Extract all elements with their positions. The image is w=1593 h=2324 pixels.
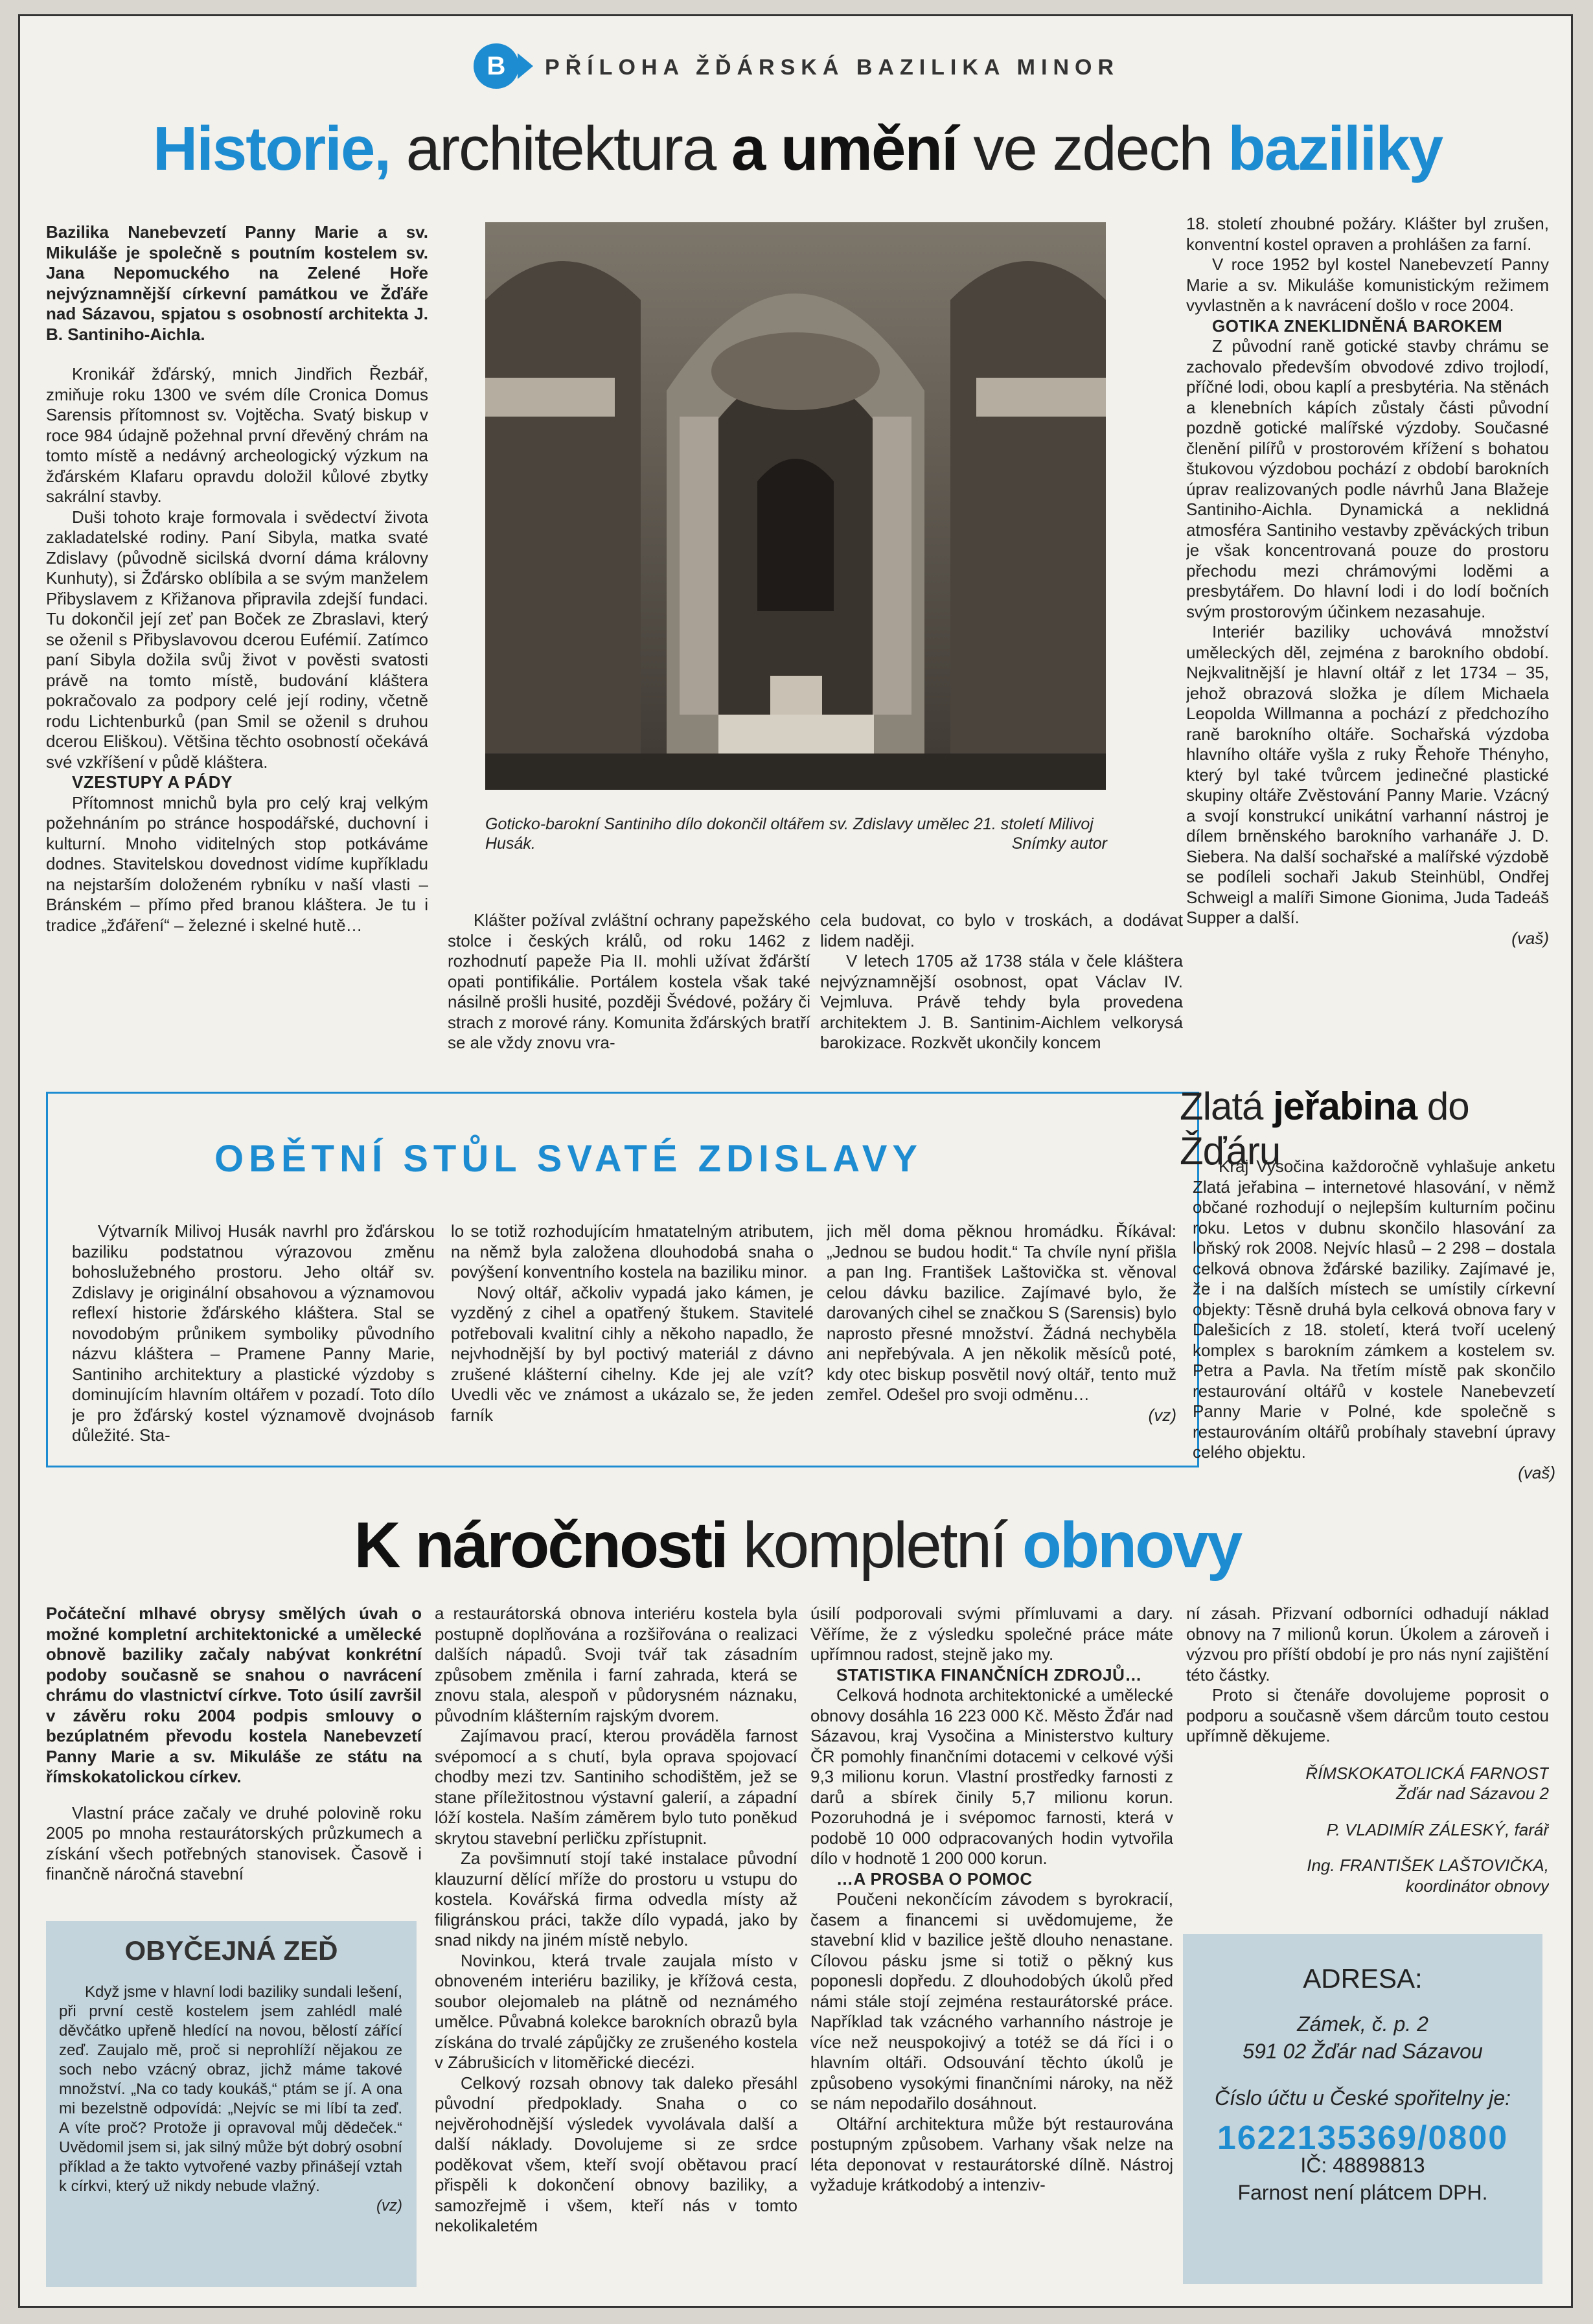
address-line: 591 02 Žďár nad Sázavou: [1243, 2040, 1483, 2063]
paragraph: V roce 1952 byl kostel Nanebevzetí Panny Marie a sv. Mikuláše komunistickým režimem vyvlastněn a k navrácení došlo v roce 2004.: [1186, 255, 1549, 315]
supplement-badge: B: [474, 43, 519, 89]
author-sign: (vaš): [1511, 928, 1549, 948]
article1-column-2: [448, 910, 810, 1079]
paragraph: Přítomnost mnichů byla pro celý kraj velkým požehnáním po stránce hospodářské, duchovní i kulturní. Mnoho viditelných stop potkáváme dodnes. Stavitelskou dovednost vidíme kupříkladu na nejstarším doloženém rybníku v naší vlasti – Bránském – přímo před branou kláštera. Je tu i tradice „žďáření“ – železné i skelné hutě…: [46, 792, 428, 935]
paragraph: Celkový rozsah obnovy tak daleko přesáhl původní předpoklady. Snaha o co nejvěrohodnější výsledek vyvolávala další a další náklady. Dovolujeme si ze srdce poděkovat všem, kteří svojí obětavou prací přispěli k dokončení obnovy baziliky, a samozřejmě i všem, kteří nás v tomto nekolikaletém: [435, 2073, 797, 2235]
address-box: [1183, 1934, 1542, 2284]
paragraph: Nový oltář, ačkoliv vypadá jako kámen, je vyzděný z cihel a opatřený štukem. Stavitelé potřebovali kvalitní cihly a někoho napadlo, že nejvhodnější by byl poctivý materiál z dávno zrušené klášterní cihelny. Kde jej ale vzít? Uvedli věc ve známost a ukázalo se, že jeden farník: [451, 1282, 814, 1425]
paragraph: 18. století zhoubné požáry. Klášter byl zrušen, konventní kostel opraven a prohlášen za farní.: [1186, 214, 1549, 254]
paragraph: Kronikář žďárský, mnich Jindřich Řezbář, zmiňuje roku 1300 ve svém díle Cronica Domus Sarensis přítomnost sv. Vojtěcha. Svatý biskup v roce 984 údajně požehnal první dřevěný chrám na tomto místě a nedávný archeologický výzkum na žďárském Klafaru opravdu doložil kůlové zbytky sakrální stavby.: [46, 364, 428, 506]
box-title: OBYČEJNÁ ZEĎ: [124, 1935, 338, 1966]
paragraph: Celková hodnota architektonické a umělecké obnovy dosáhla 16 223 000 Kč. Město Žďár nad Sázavou, kraj Vysočina a Ministerstvo kultury ČR pomohly finančními dotacemi v celkové výši 9,3 milionu korun. Vlastní prostředky farnosti z darů a sbírek činily 5,7 milionu korun. Pozoruhodná je i svépomoc farnosti, která v podobě 10 000 odpracovaných hodin vytvořila dílo v hodnotě 1 200 000 korun.: [810, 1685, 1173, 1868]
headline-word: obnovy: [1022, 1509, 1241, 1582]
box-column-1: [72, 1221, 435, 1455]
paragraph: lo se totiž rozhodujícím hmatatelným atributem, na němž byla založena dlouhodobá snaha o povýšení konventního kostela na baziliku minor.: [451, 1221, 814, 1282]
headline-word: Historie,: [152, 114, 390, 183]
address-line: Zámek, č. p. 2: [1297, 2012, 1428, 2036]
article1-column-1: [46, 222, 428, 1064]
photo-caption: [485, 814, 1107, 853]
title-part: jeřabina: [1273, 1085, 1417, 1128]
zlata-jerabina-text: [1193, 1156, 1555, 1493]
box-title: OBĚTNÍ STŮL SVATÉ ZDISLAVY: [214, 1138, 923, 1180]
address-title: ADRESA:: [1303, 1963, 1423, 1994]
paragraph: V letech 1705 až 1738 stála v čele kláštera nejvýznamnější osobnost, opat Václav IV. Vejmluva. Právě tehdy byla provedena architektem J. B. Santinim-Aichlem velkorysá barokizace. Rozkvět ukončily koncem: [820, 951, 1183, 1052]
paragraph: Z původní raně gotické stavby chrámu se zachovalo především obvodové zdivo trojlodí, příčné lodi, obou kaplí a presbytéria. Na stěnách a klenebních kápích zůstaly části původní pozdně gotické malířské výzdoby. Současné členění pilířů v prostorovém křížení s bohatou štukovou výzdobou pochází z období barokních úprav realizovaných podle návrhů Jana Blažeje Santiniho-Aichla. Dynamická a neklidná atmosféra Santiniho vestavby zpěváckých tribun je však koncentrovaná pouze do prostoru přechodu mezi chrámovými loděmi a presbytářem. Do hlavní lodi i do lodí bočních svým prostorovým účinkem nezasahuje.: [1186, 336, 1549, 621]
paragraph: Novinkou, která trvale zaujala místo v obnoveném interiéru baziliky, je křížová cesta, soubor olejomaleb na plátně od neznámého umělce. Půvabná kolekce barokních obrazů byla získána do trvalé zápůjčky ze zrušeného kostela v Zábrušicích v litoměřické diecézi.: [435, 1950, 797, 2072]
subheading: VZESTUPY A PÁDY: [72, 772, 233, 792]
paragraph: Klášter požíval zvláštní ochrany papežského stolce i českých králů, od roku 1462 z rozhodnutí papeže Pia II. mohli užívat žďárští opati pontifikálie. Portálem kostela však také násilně prošli husité, později Švédové, požáry či strach z morové rány. Komunita žďárských bratří se ale vždy znovu vra-: [448, 910, 810, 1052]
church-interior-photo: [485, 222, 1106, 790]
signature-parish: ŘÍMSKOKATOLICKÁ FARNOST: [1305, 1763, 1549, 1783]
newspaper-page: [18, 14, 1573, 2308]
supplement-title: PŘÍLOHA ŽĎÁRSKÁ BAZILIKA MINOR: [545, 55, 1119, 80]
caption-text: Goticko-barokní Santiniho dílo dokončil oltářem sv. Zdislavy umělec 21. století Milivoj Husák.: [485, 815, 1094, 853]
article-headline-restoration: [20, 1506, 1573, 1584]
company-id: IČ: 48898813: [1300, 2154, 1425, 2177]
paragraph: Vlastní práce začaly ve druhé polovině roku 2005 po mnoha restaurátorských průzkumech a získání všech potřebných stanovisek. Časově i finančně náročná stavební: [46, 1802, 422, 1883]
wall-story-text: [59, 1983, 402, 2281]
signature-coordinator: Ing. FRANTIŠEK LAŠTOVIČKA,: [1307, 1856, 1549, 1875]
article-headline-history: [20, 113, 1573, 185]
article1-column-3: [820, 910, 1183, 1079]
article1-column-4: [1186, 214, 1549, 1076]
title-part: do Žďáru: [1180, 1085, 1469, 1173]
paragraph: Zajímavou prací, kterou prováděla farnost svépomocí a s chutí, byla oprava spojovací chodby mezi tzv. Santiniho schodištěm, jež se stane příležitostnou výstavní galerií, a západní lóží kostela. Naším záměrem bylo tuto poněkud skrytou stavební perličku zpřístupnit.: [435, 1726, 797, 1848]
signature-coordinator-role: koordinátor obnovy: [1405, 1876, 1549, 1896]
signature-parish-place: Žďár nad Sázavou 2: [1396, 1784, 1549, 1803]
headline-word: ve zdech: [957, 114, 1228, 183]
paragraph: cela budovat, co bylo v troskách, a dodávat lidem naději.: [820, 910, 1183, 950]
box-column-2: [451, 1221, 814, 1455]
paragraph: Výtvarník Milivoj Husák navrhl pro žďárskou baziliku podstatnou výrazovou změnu bohoslužebného prostoru. Jeho oltář sv. Zdislavy je originální obsahovou a významovou reflexí historie žďárského kláštera. Stal se novodobým průnikem symboliky původního názvu kláštera – Pramene Panny Marie, Santiniho architektury a plastické výzdoby s dominujícím hlavním oltářem v pozadí. Toto dílo je pro žďárský kostel významově dvojnásob důležité. Sta-: [72, 1221, 435, 1445]
headline-word: K náročnosti: [354, 1509, 727, 1582]
bank-label: Číslo účtu u České spořitelny je:: [1214, 2086, 1511, 2110]
paragraph: Oltářní architektura může být restaurována postupným způsobem. Varhany však nelze na léta deponovat v restaurátorské dílně. Nástroj vyžaduje krátkodobý a intenziv-: [810, 2113, 1173, 2194]
paragraph: a restaurátorská obnova interiéru kostela byla postupně doplňována a rozšiřována o realizaci dalších nápadů. Svoji tvář tak zásadním způsobem změnila i farní zahrada, která se znovu stala, alespoň v půdorysném náznaku, původním klášterním rajským dvorem.: [435, 1604, 797, 1725]
article2-column-4: [1186, 1604, 1549, 1921]
author-sign: (vz): [376, 2197, 402, 2215]
article2-column-3: [810, 1604, 1173, 2290]
altar-photo-illustration: [485, 222, 1106, 790]
vat-note: Farnost není plátcem DPH.: [1237, 2181, 1488, 2204]
article2-column-2: [435, 1604, 797, 2290]
bank-account-number: 1622135369/0800: [1217, 2119, 1509, 2157]
headline-word: a umění: [731, 114, 957, 183]
author-sign: (vz): [1148, 1405, 1176, 1425]
photo-credit: Snímky autor: [1011, 834, 1107, 853]
subheading: …A PROSBA O POMOC: [836, 1869, 1033, 1889]
paragraph: Proto si čtenáře dovolujeme poprosit o podporu a současně všem dárcům touto cestou upřímně děkujeme.: [1186, 1685, 1549, 1745]
headline-word: architektura: [390, 114, 731, 183]
paragraph: jich měl doma pěknou hromádku. Říkával: „Jednou se budou hodit.“ Ta chvíle nyní přišla a pan Ing. František Laštovička st. věnoval celou dávku bazilice. Zajímavé bylo, že darovaných cihel se značkou S (Sarensis) bylo naprosto přesné množství. Žádná nechyběla ani nepřebývala. A jen několik měsíců poté, kdy otec biskup posvětil nový oltář, tento muž zemřel. Odešel pro svoji odměnu…: [827, 1221, 1176, 1404]
article-lead: Počáteční mlhavé obrysy smělých úvah o možné kompletní architektonické a umělecké obnově baziliky začaly nabývat konkrétní podoby současně se snahou o navrácení chrámu do vlastnictví církve. Toto úsilí završil v závěru roku 2004 podpis smlouvy o bezúplatném převodu kostela Nanebevzetí Panny Marie a sv. Mikuláše ze státu na římskokatolickou církev.: [46, 1604, 422, 1786]
subheading: STATISTIKA FINANČNÍCH ZDROJŮ…: [836, 1664, 1142, 1685]
headline-word: baziliky: [1228, 114, 1443, 183]
article-lead: Bazilika Nanebevzetí Panny Marie a sv. Mikuláše je společně s poutním kostelem sv. Jana Nepomuckého na Zelené Hoře nejvýznamnější církevní památkou ve Žďáře nad Sázavou, spjatou s osobností architekta J. B. Santiniho-Aichla.: [46, 222, 428, 344]
headline-word: kompletní: [726, 1509, 1022, 1582]
paragraph: Když jsme v hlavní lodi baziliky sundali lešení, při první cestě kostelem jsem zahlédl malé děvčátko upřeně hledící na novou, bělostí zářící zeď. Zaujalo mě, proč si neprohlíží nějakou ze soch nebo vzácný obraz, jichž máme takové množství. „Na co tady koukáš,“ ptám se jí. A ona mi bezelstně odpovídá: „Nejvíc se mi líbí ta zeď. A víte proč? Protože ji opravoval můj dědeček.“ Uvědomil jsem si, jak silný může být dobrý osobní příklad a že takto vytvořené vazby přinášejí vztah k církvi, který už nikdy nebude vlažný.: [59, 1983, 402, 2195]
signature-priest: P. VLADIMÍR ZÁLESKÝ, farář: [1326, 1819, 1549, 1839]
subheading: GOTIKA ZNEKLIDNĚNÁ BAROKEM: [1212, 316, 1503, 336]
author-sign: (vaš): [1518, 1462, 1555, 1482]
paragraph: Kraj Vysočina každoročně vyhlašuje anketu Zlatá jeřabina – internetové hlasování, v němž občané rozhodují o nejlepším kulturním počinu roku. Letos v dubnu skončilo hlasování za loňský rok 2008. Nejvíc hlasů – 2 298 – dostala celková obnova žďárské baziliky. Zajímavé je, že i na dalších místech se umístily církevní objekty: Těsně druhá byla celková obnova fary v Dalešicích z 18. století, která tvoří ucelený komplex s barokním zámkem a kostelem sv. Petra a Pavla. Na třetím místě pak skončilo restaurování oltářů v kostele Nanebevzetí Panny Marie v Polné, kde společně s restaurováním oltářů probíhaly stavební úpravy celého objektu.: [1193, 1156, 1555, 1462]
paragraph: úsilí podporovali svými přímluvami a dary. Věříme, že z výsledku společné práce máte upřímnou radost, stejně jako my.: [810, 1604, 1173, 1664]
paragraph: Poučeni nekončícím závodem s byrokracií, časem a financemi si uvědomujeme, že stavební klid v bazilice ještě dlouho nenastane. Cílovou pásku jsme si totiž o pěkný kus poponesli dopředu. Z dlouhodobých úkolů před námi stále stojí zejména restaurátorské práce. Například tak vzácného varhanního nástroje je více než neuspokojivý a totéž se dá říci i o hlavním oltáři. Odsouvání těchto úkolů je způsobeno vysokými finančními nároky, na něž se nám nepodařilo dosáhnout.: [810, 1889, 1173, 2113]
title-part: Zlatá: [1180, 1085, 1274, 1128]
article2-column-1: [46, 1604, 422, 1908]
paragraph: Za povšimnutí stojí také instalace původní klauzurní dělící mříže do prostoru u vstupu do kostela. Kovářská firma odvedla místy až filigránskou práci, takže dílo vypadá, jako by snad nikdy na jiném místě nebylo.: [435, 1848, 797, 1950]
paragraph: Duši tohoto kraje formovala i svědectví života zakladatelské rodiny. Paní Sibyla, matka svaté Zdislavy (původně sicilská dvorní dáma královny Kunhuty), si Žďársko oblíbila a se svým manželem Přibyslavem z Křižanova připravila zdejší fundaci. Tu dokončil její zeť pan Boček ze Zbraslavi, který se oženil s Přibyslavovou dcerou Eufémií. Zatímco paní Sibyla dožila svůj život v pověsti svatosti právě na tomto místě, budování kláštera pokračovalo za podpory celé její rodiny, včetně rodu Lichtenburků (pan Smil se oženil s druhou dcerou Eliškou). Většina těchto osobností očekává své vzkříšení v půdě kláštera.: [46, 507, 428, 772]
box-column-3: [827, 1221, 1176, 1455]
paragraph: Interiér baziliky uchovává množství uměleckých děl, zejména z barokního období. Nejkvalitnější je hlavní oltář z let 1734 – 35, jehož obrazová složka je dílem Michaela Leopolda Willmanna a pochází z předchozího raně barokního oltáře. Sochařská výzdoba hlavního oltáře vyšla z ruky Řehoře Thényho, který byl také tvůrcem jedinečné plastické skupiny oltáře Zvěstování Panny Marie. Vzácný a svojí konstrukcí unikátní varhanní nástroj je dílem brněnského barokního varhanáře J. D. Siebera. Na další sochařské a malířské výzdobě se podíleli sochaři Jakub Steinhübl, Ondřej Schweigl a malíři Simone Gionima, Juda Tadeáš Supper a další.: [1186, 622, 1549, 927]
paragraph: ní zásah. Přizvaní odborníci odhadují náklad obnovy na 7 milionů korun. Úkolem a zároveň i výzvou pro příští období je pro nás nyní zajištění této částky.: [1186, 1604, 1549, 1685]
